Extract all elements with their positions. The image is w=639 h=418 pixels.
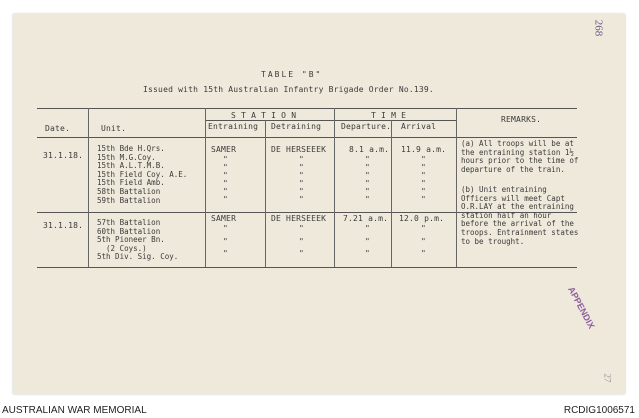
header-bottom-rule <box>37 137 577 138</box>
row2-ditto-detraining: " <box>299 249 304 258</box>
row2-date: 31.1.18. <box>43 221 84 230</box>
header-date: Date. <box>45 124 71 133</box>
row2-ditto-departure: " <box>365 224 370 233</box>
row1-ditto-detraining: " <box>299 171 304 180</box>
col-rule-2 <box>205 108 206 267</box>
header-departure: Departure. <box>341 122 392 131</box>
row1-detraining: DE HERSEEEK <box>271 145 327 154</box>
row2-ditto-detraining: " <box>299 237 304 246</box>
row1-departure: 8.1 a.m. <box>349 145 390 154</box>
header-time: T I M E <box>371 111 407 120</box>
row2-detraining: DE HERSEEEK <box>271 214 327 223</box>
row1-ditto-departure: " <box>365 155 370 164</box>
remark-b: (b) Unit entraining Officers will meet Capt O.R.LAY at the entraining station half an hour before the arrival of the troops. Entrainment states to be trought. <box>461 185 579 246</box>
row1-date: 31.1.18. <box>43 151 84 160</box>
footer-record-id: RCDIG1006571 <box>563 405 635 416</box>
appendix-stamp: APPENDIX <box>566 285 597 331</box>
col-rule-6 <box>456 108 457 267</box>
row1-ditto-entraining: " <box>223 155 228 164</box>
row1-entraining: SAMER <box>211 145 237 154</box>
row1-ditto-detraining: " <box>299 155 304 164</box>
header-entraining: Entraining <box>208 122 259 131</box>
row2-ditto-departure: " <box>365 249 370 258</box>
row2-entraining: SAMER <box>211 214 237 223</box>
issued-line: Issued with 15th Australian Infantry Brigade Order No.139. <box>143 85 434 94</box>
row1-ditto-entraining: " <box>223 187 228 196</box>
row1-ditto-departure: " <box>365 187 370 196</box>
row1-ditto-arrival: " <box>421 179 426 188</box>
col-rule-1 <box>88 108 89 267</box>
row2-units: 57th Battalion 60th Battalion 5th Pioneer Bn. (2 Coys.) 5th Div. Sig. Coy. <box>97 218 179 262</box>
row1-ditto-entraining: " <box>223 179 228 188</box>
row1-ditto-arrival: " <box>421 187 426 196</box>
row1-ditto-entraining: " <box>223 195 228 204</box>
row1-ditto-departure: " <box>365 163 370 172</box>
row1-ditto-arrival: " <box>421 163 426 172</box>
row1-ditto-detraining: " <box>299 179 304 188</box>
row2-ditto-entraining: " <box>223 249 228 258</box>
header-remarks: REMARKS. <box>501 115 542 124</box>
row1-ditto-detraining: " <box>299 187 304 196</box>
header-unit: Unit. <box>101 124 127 133</box>
row1-ditto-departure: " <box>365 179 370 188</box>
row1-ditto-arrival: " <box>421 195 426 204</box>
row1-ditto-departure: " <box>365 195 370 204</box>
header-arrival: Arrival <box>401 122 437 131</box>
header-detraining: Detraining <box>271 122 322 131</box>
row1-ditto-entraining: " <box>223 171 228 180</box>
row2-ditto-entraining: " <box>223 224 228 233</box>
row2-ditto-arrival: " <box>421 249 426 258</box>
row1-ditto-arrival: " <box>421 155 426 164</box>
header-top-rule <box>37 108 577 109</box>
col-rule-5 <box>391 120 392 267</box>
row1-ditto-departure: " <box>365 171 370 180</box>
remark-a: (a) All troops will be at the entraining station 1½ hours prior to the time of departure of the train. <box>461 139 579 174</box>
row1-units: 15th Bde H.Qrs. 15th M.G.Coy. 15th A.L.T.M.B. 15th Field Coy. A.E. 15th Field Amb. 58th Battalion 59th Battalion <box>97 144 188 205</box>
row1-ditto-arrival: " <box>421 171 426 180</box>
row2-arrival: 12.0 p.m. <box>399 214 445 223</box>
row2-ditto-arrival: " <box>421 224 426 233</box>
row1-arrival: 11.9 a.m. <box>401 145 447 154</box>
header-station: S T A T I O N <box>231 111 297 120</box>
row2-ditto-departure: " <box>365 237 370 246</box>
table-bottom-rule <box>37 267 577 268</box>
col-rule-4 <box>334 108 335 267</box>
row2-departure: 7.21 a.m. <box>343 214 389 223</box>
row1-ditto-entraining: " <box>223 163 228 172</box>
document-sheet <box>13 14 625 394</box>
row1-ditto-detraining: " <box>299 163 304 172</box>
row2-ditto-arrival: " <box>421 237 426 246</box>
row1-ditto-detraining: " <box>299 195 304 204</box>
row2-ditto-entraining: " <box>223 237 228 246</box>
footer-institution: AUSTRALIAN WAR MEMORIAL <box>2 405 147 416</box>
pencil-mark: 27 <box>602 373 613 383</box>
table-label: TABLE "B" <box>261 70 323 79</box>
folio-number: 268 <box>592 19 605 37</box>
col-rule-3 <box>265 120 266 267</box>
row2-ditto-detraining: " <box>299 224 304 233</box>
